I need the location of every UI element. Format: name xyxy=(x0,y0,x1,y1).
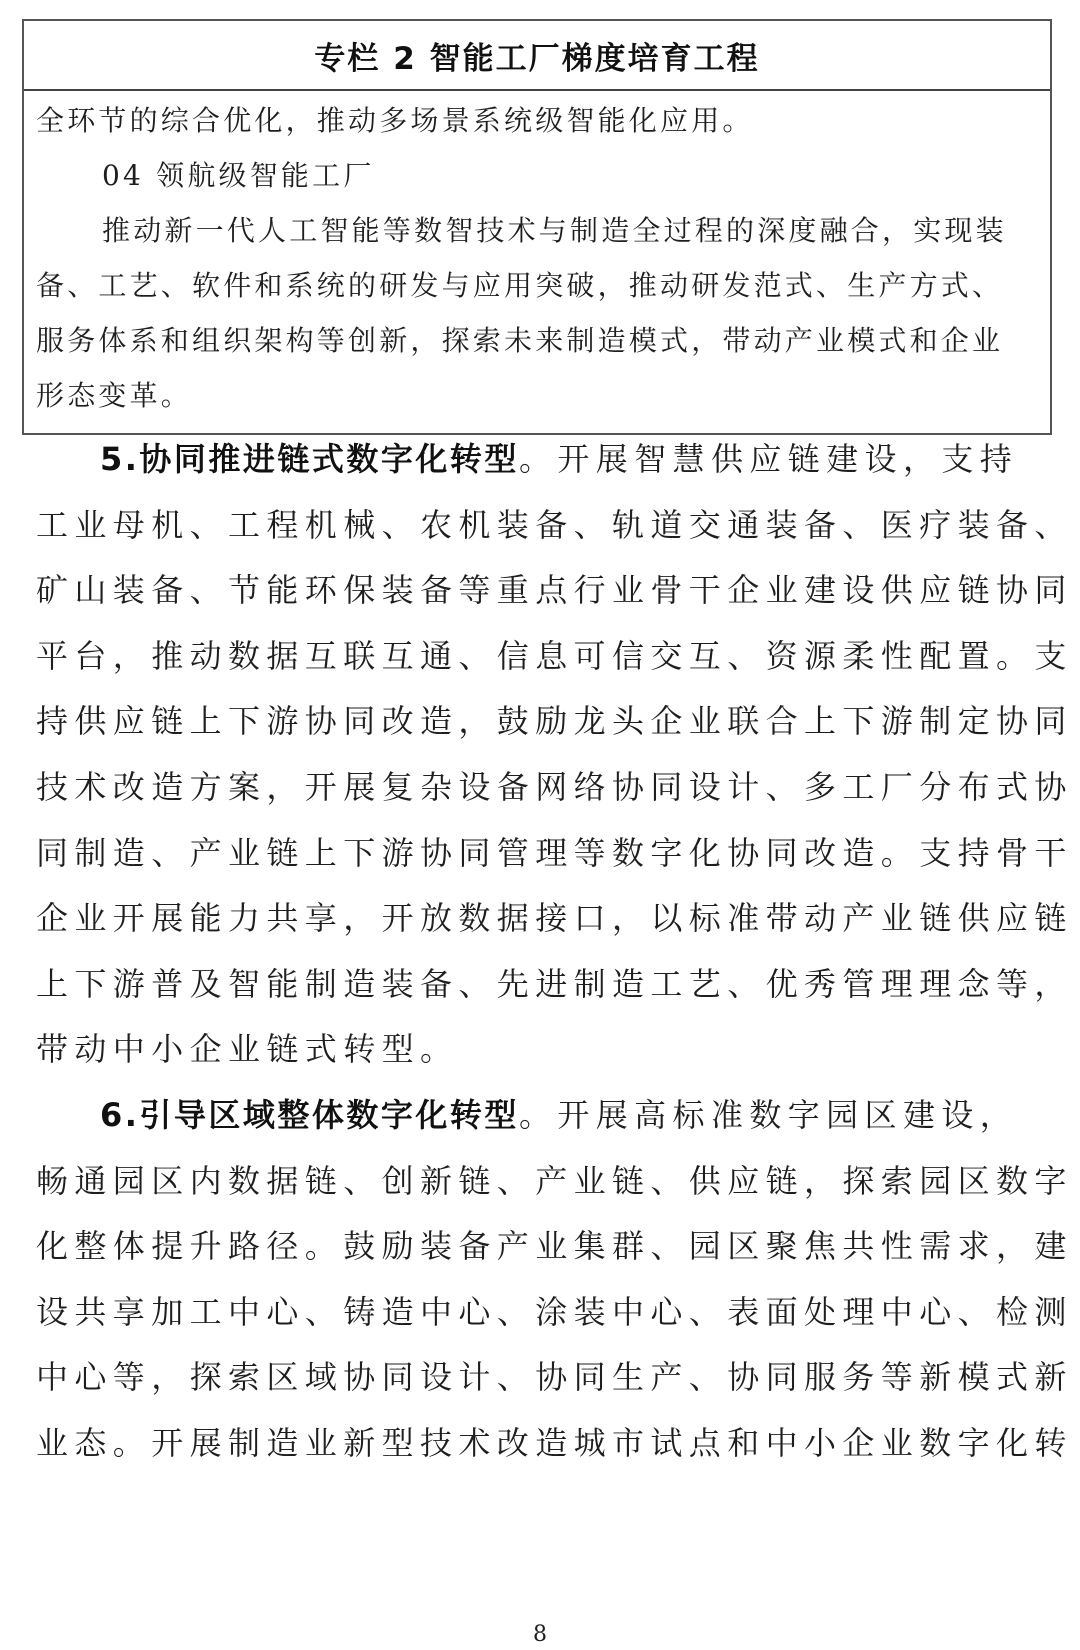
section-5-first-line xyxy=(100,439,1018,479)
special-column-title: 专栏 2 智能工厂梯度培育工程 xyxy=(24,21,1050,91)
body-line: 同制造、产业链上下游协同管理等数字化协同改造。支持骨干 xyxy=(36,834,1073,872)
box-paragraph-line: 形态变革。 xyxy=(36,379,193,412)
body-line: 矿山装备、节能环保装备等重点行业骨干企业建设供应链协同 xyxy=(36,571,1073,609)
body-line: 畅通园区内数据链、创新链、产业链、供应链，探索园区数字 xyxy=(36,1162,1073,1200)
box-paragraph-line: 推动新一代人工智能等数智技术与制造全过程的深度融合，实现装 xyxy=(102,214,1007,247)
box-subheading-leading-factory: 04 领航级智能工厂 xyxy=(102,159,375,192)
special-column-box xyxy=(22,19,1052,435)
box-paragraph-line: 全环节的综合优化，推动多场景系统级智能化应用。 xyxy=(36,104,754,137)
section-6-first-line xyxy=(100,1095,1018,1135)
body-line: 业态。开展制造业新型技术改造城市试点和中小企业数字化转 xyxy=(36,1424,1073,1462)
section-5-heading: 5.协同推进链式数字化转型 xyxy=(100,440,519,478)
body-line: 技术改造方案，开展复杂设备网络协同设计、多工厂分布式协 xyxy=(36,768,1073,806)
body-line: 平台，推动数据互联互通、信息可信交互、资源柔性配置。支 xyxy=(36,637,1073,675)
body-line: 持供应链上下游协同改造，鼓励龙头企业联合上下游制定协同 xyxy=(36,702,1073,740)
section-5-text: 。开展智慧供应链建设，支持 xyxy=(518,440,1019,478)
body-line: 设共享加工中心、铸造中心、涂装中心、表面处理中心、检测 xyxy=(36,1293,1073,1331)
body-line: 带动中小企业链式转型。 xyxy=(36,1030,459,1068)
body-line: 中心等，探索区域协同设计、协同生产、协同服务等新模式新 xyxy=(36,1358,1073,1396)
section-6-heading: 6.引导区域整体数字化转型 xyxy=(100,1096,519,1134)
body-line: 工业母机、工程机械、农机装备、轨道交通装备、医疗装备、 xyxy=(36,506,1073,544)
body-line: 化整体提升路径。鼓励装备产业集群、园区聚焦共性需求，建 xyxy=(36,1227,1073,1265)
body-line: 上下游普及智能制造装备、先进制造工艺、优秀管理理念等， xyxy=(36,965,1073,1003)
section-6-text: 。开展高标准数字园区建设， xyxy=(518,1096,1019,1134)
box-paragraph-line: 服务体系和组织架构等创新，探索未来制造模式，带动产业模式和企业 xyxy=(36,324,1004,357)
box-paragraph-line: 备、工艺、软件和系统的研发与应用突破，推动研发范式、生产方式、 xyxy=(36,269,1004,302)
page-number: 8 xyxy=(533,1622,547,1647)
body-line: 企业开展能力共享，开放数据接口，以标准带动产业链供应链 xyxy=(36,899,1073,937)
